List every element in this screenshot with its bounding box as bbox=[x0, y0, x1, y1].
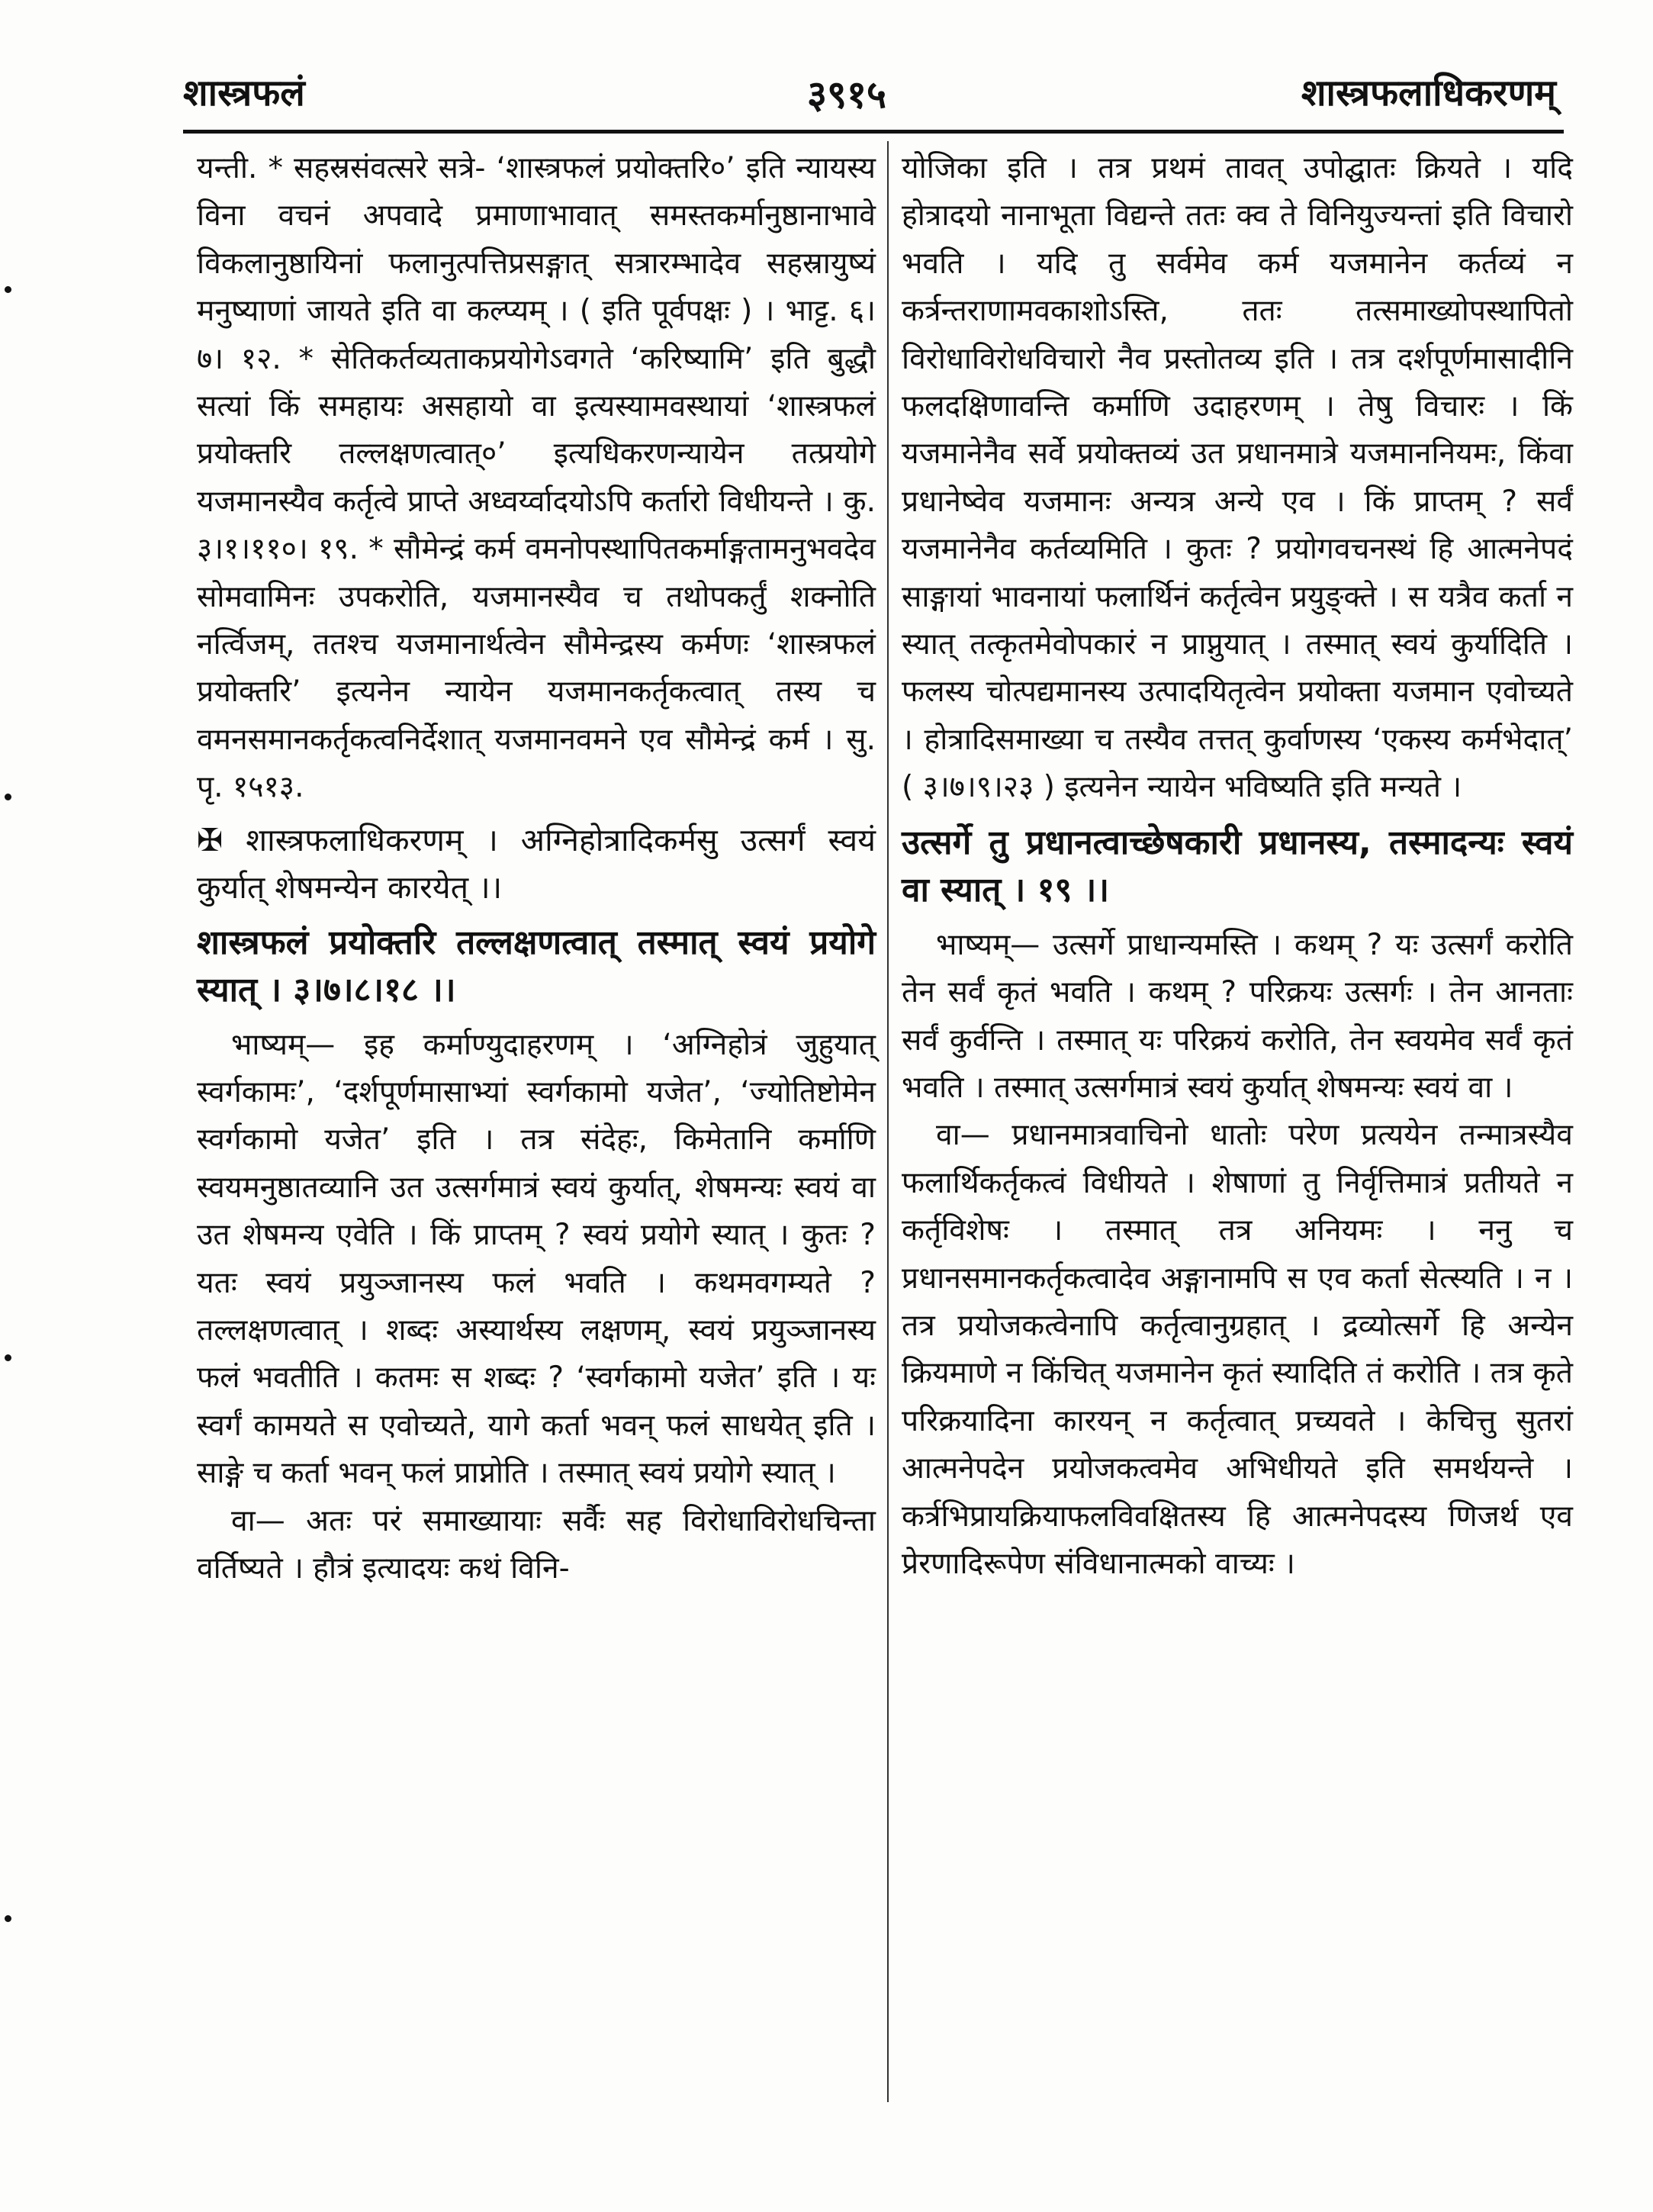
left-column bbox=[197, 145, 876, 1592]
sutra-19: उत्सर्गे तु प्रधानत्वाच्छेषकारी प्रधानस्य, तस्मादन्यः स्वयं वा स्यात् । १९ ।। bbox=[902, 823, 1573, 910]
header-rule bbox=[183, 130, 1564, 134]
vartika-start: वा— अतः परं समाख्यायाः सर्वैः सह विरोधाविरोधचिन्ता वर्तिष्यते । हौत्रं इत्यादयः कथं विनि- bbox=[197, 1503, 876, 1586]
right-column bbox=[902, 145, 1573, 1588]
column-divider bbox=[887, 141, 889, 2102]
page-header bbox=[122, 60, 1571, 128]
scan-mark bbox=[5, 286, 11, 293]
running-title-right: शास्त्रफलाधिकरणम् bbox=[1301, 72, 1556, 114]
running-title-left: शास्त्रफलं bbox=[183, 72, 305, 114]
right-paragraph-1: योजिका इति । तत्र प्रथमं तावत् उपोद्घातः क्रियते । यदि होत्रादयो नानाभूता विद्यन्ते ततः क्व ते विनियुज्यन्तां इति विचारो भवति । यदि तु सर्वमेव कर्म यजमानेन कर्तव्यं न कर्त्रन्तराणामवकाशोऽस्ति, ततः तत्समाख्योपस्थापितो विरोधाविरोधविचारो नैव प्रस्तोतव्य इति । तत्र दर्शपूर्णमासादीनि फलदक्षिणावन्ति कर्माणि उदाहरणम् । तेषु विचारः । किं यजमानेनैव सर्वे प्रयोक्तव्यं उत प्रधानमात्रे यजमाननियमः, किंवा प्रधानेष्वेव यजमानः अन्यत्र अन्ये एव । किं प्राप्तम् ? सर्वं यजमानेनैव कर्तव्यमिति । कुतः ? प्रयोगवचनस्थं हि आत्मनेपदं साङ्गायां भावनायां फलार्थिनं कर्तृत्वेन प्रयुङ्क्ते । स यत्रैव कर्ता न स्यात् तत्कृतमेवोपकारं न प्राप्नुयात् । तस्मात् स्वयं कुर्यादिति । फलस्य चोत्पद्यमानस्य उत्पादयितृत्वेन प्रयोक्ता यजमान एवोच्यते । होत्रादिसमाख्या च तस्यैव तत्तत् कुर्वाणस्य ‘एकस्य कर्मभेदात्’ ( ३।७।९।२३ ) इत्यनेन न्यायेन भविष्यति इति मन्यते । bbox=[902, 151, 1573, 805]
page-number: ३९१५ bbox=[807, 72, 886, 117]
vartika-19: वा— प्रधानमात्रवाचिनो धातोः परेण प्रत्ययेन तन्मात्रस्यैव फलार्थिकर्तृकत्वं विधीयते । शेषाणां तु निर्वृत्तिमात्रं प्रतीयते न कर्तृविशेषः । तस्मात् तत्र अनियमः । ननु च प्रधानसमानकर्तृकत्वादेव अङ्गानामपि स एव कर्ता सेत्स्यति । न । तत्र प्रयोजकत्वेनापि कर्तृत्वानुग्रहात् । द्रव्योत्सर्गे हि अन्येन क्रियमाणे न किंचित् यजमानेन कृतं स्यादिति तं करोति । तत्र कृते परिक्रयादिना कारयन् न कर्तृत्वात् प्रच्यवते । केचित्तु सुतरां आत्मनेपदेन प्रयोजकत्वमेव अभिधीयते इति समर्थयन्ते । कर्त्रभिप्रायक्रियाफलविवक्षितस्य हि आत्मनेपदस्य णिजर्थ एव प्रेरणादिरूपेण संविधानात्मको वाच्यः । bbox=[902, 1118, 1573, 1581]
adhikarana-heading: ✠ शास्त्रफलाधिकरणम् । अग्निहोत्रादिकर्मसु उत्सर्गं स्वयं कुर्यात् शेषमन्येन कारयेत् ।। bbox=[197, 821, 876, 906]
bhashya-19: भाष्यम्— उत्सर्गे प्राधान्यमस्ति । कथम् ? यः उत्सर्गं करोति तेन सर्वं कृतं भवति । कथम् ? परिक्रयः उत्सर्गः । तेन आनताः सर्वं कुर्वन्ति । तस्मात् यः परिक्रयं करोति, तेन स्वयमेव सर्वं कृतं भवति । तस्मात् उत्सर्गमात्रं स्वयं कुर्यात् शेषमन्यः स्वयं वा । bbox=[902, 927, 1573, 1105]
scan-mark bbox=[5, 1915, 11, 1922]
left-paragraph-1: यन्ती. * सहस्रसंवत्सरे सत्रे- ‘शास्त्रफलं प्रयोक्तरि०’ इति न्यायस्य विना वचनं अपवादे प्रमाणाभावात् समस्तकर्मानुष्ठानाभावे विकलानुष्ठायिनां फलानुत्पत्तिप्रसङ्गात् सत्रारम्भादेव सहस्रायुष्यं मनुष्याणां जायते इति वा कल्प्यम् । ( इति पूर्वपक्षः ) । भाट्ट. ६।७। १२. * सेतिकर्तव्यताकप्रयोगेऽवगते ‘करिष्यामि’ इति बुद्धौ सत्यां किं समहायः असहायो वा इत्यस्यामवस्थायां ‘शास्त्रफलं प्रयोक्तरि तल्लक्षणत्वात्०’ इत्यधिकरणन्यायेन तत्प्रयोगे यजमानस्यैव कर्तृत्वे प्राप्ते अध्वर्य्वादयोऽपि कर्तारो विधीयन्ते । कु. ३।१।११०। १९. * सौमेन्द्रं कर्म वमनोपस्थापितकर्माङ्गतामनुभवदेव सोमवामिनः उपकरोति, यजमानस्यैव च तथोपकर्तुं शक्नोति नर्त्विजम्, ततश्च यजमानार्थत्वेन सौमेन्द्रस्य कर्मणः ‘शास्त्रफलं प्रयोक्तरि’ इत्यनेन न्यायेन यजमानकर्तृकत्वात् तस्य च वमनसमानकर्तृकत्वनिर्देशात् यजमानवमने एव सौमेन्द्रं कर्म । सु. पृ. १५१३. bbox=[197, 151, 876, 805]
bhashya-18: भाष्यम्— इह कर्माण्युदाहरणम् । ‘अग्निहोत्रं जुहुयात् स्वर्गकामः’, ‘दर्शपूर्णमासाभ्यां स्वर्गकामो यजेत’, ‘ज्योतिष्टोमेन स्वर्गकामो यजेत’ इति । तत्र संदेहः, किमेतानि कर्माणि स्वयमनुष्ठातव्यानि उत उत्सर्गमात्रं स्वयं कुर्यात्, शेषमन्यः स्वयं वा उत शेषमन्य एवेति । किं प्राप्तम् ? स्वयं प्रयोगे स्यात् । कुतः ? यतः स्वयं प्रयुञ्जानस्य फलं भवति । कथमवगम्यते ? तल्लक्षणत्वात् । शब्दः अस्यार्थस्य लक्षणम्, स्वयं प्रयुञ्जानस्य फलं भवतीति । कतमः स शब्दः ? ‘स्वर्गकामो यजेत’ इति । यः स्वर्गं कामयते स एवोच्यते, यागे कर्ता भवन् फलं साधयेत् इति । साङ्गे च कर्ता भवन् फलं प्राप्नोति । तस्मात् स्वयं प्रयोगे स्यात् । bbox=[197, 1027, 876, 1491]
sutra-18: शास्त्रफलं प्रयोक्तरि तल्लक्षणत्वात् तस्मात् स्वयं प्रयोगे स्यात् । ३।७।८।१८ ।। bbox=[197, 922, 876, 1009]
scan-mark bbox=[5, 1354, 11, 1361]
scan-mark bbox=[5, 794, 11, 800]
